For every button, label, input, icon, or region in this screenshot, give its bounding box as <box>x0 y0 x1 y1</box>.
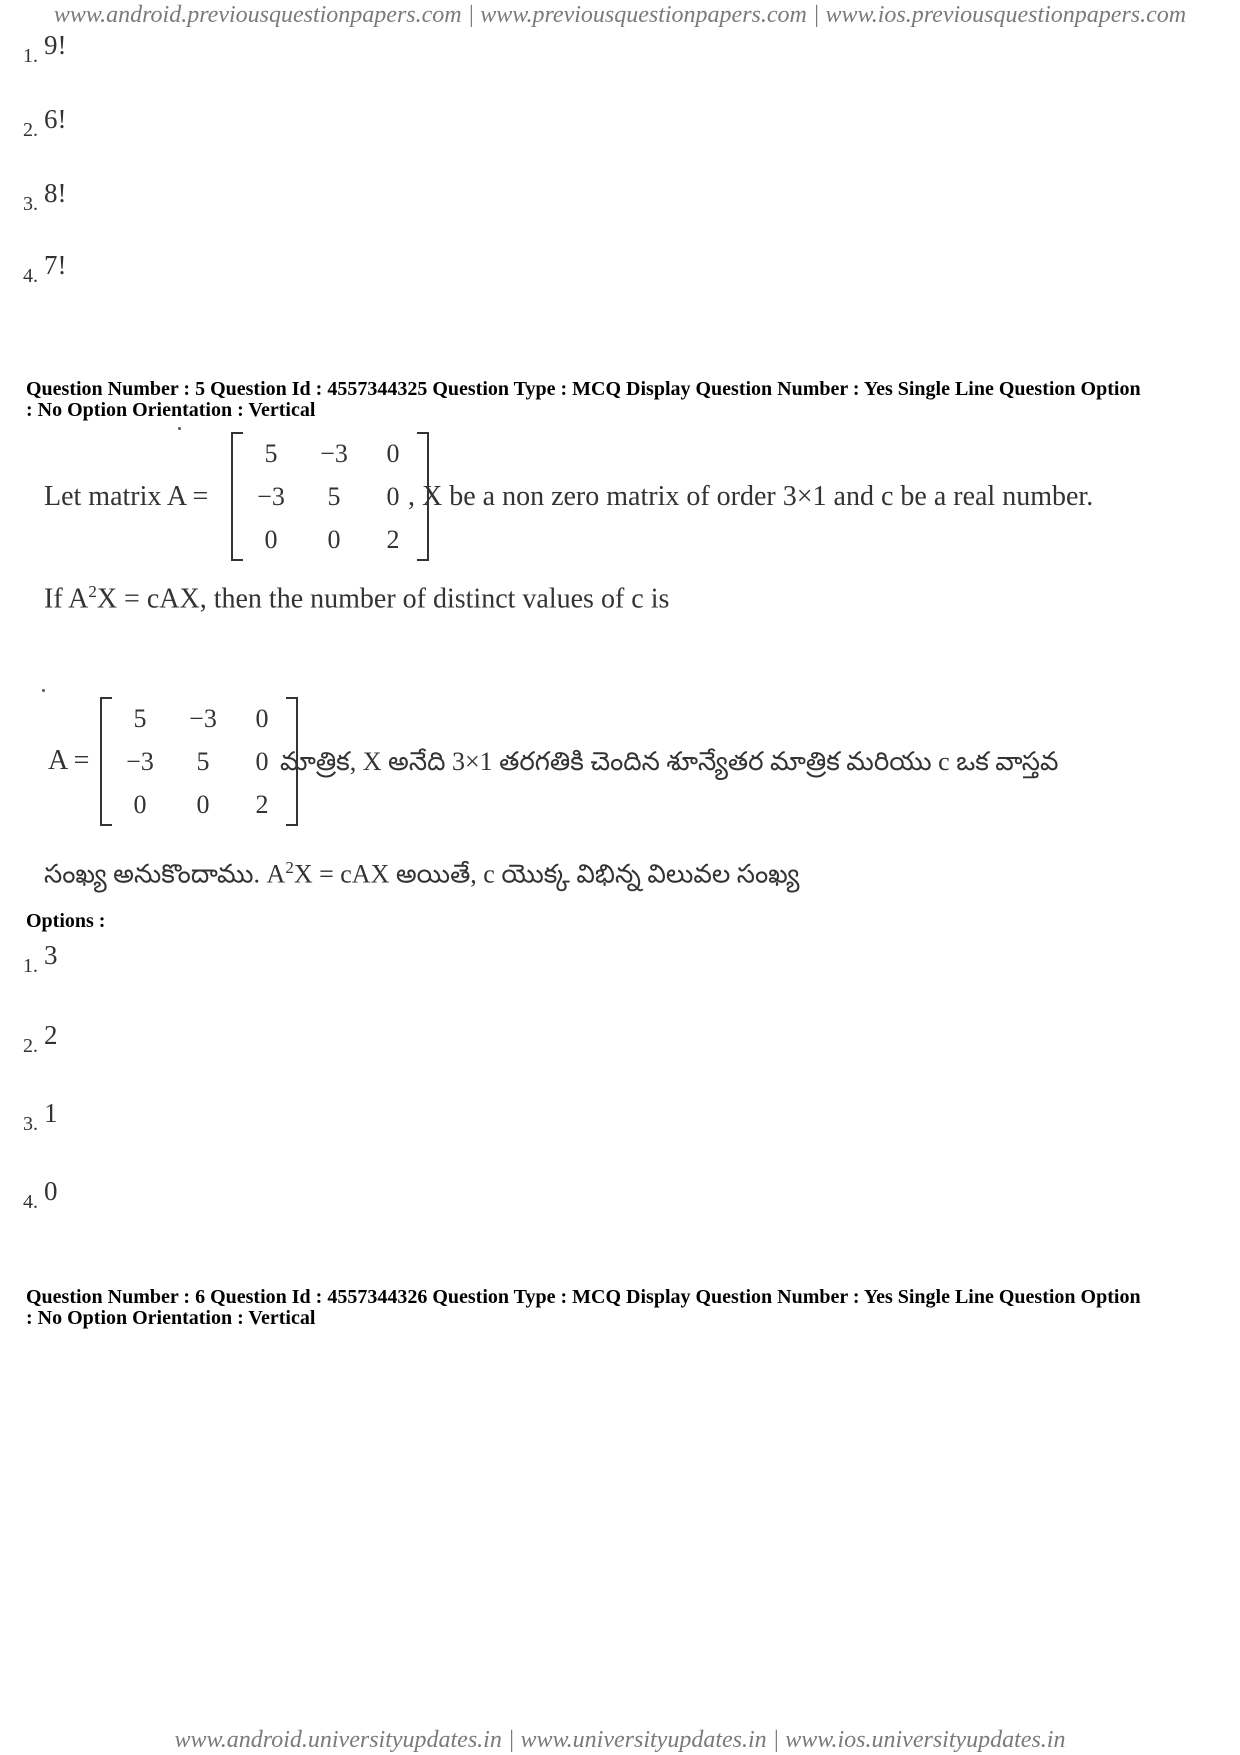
question-meta-line-2: : No Option Orientation : Vertical <box>26 399 316 421</box>
question-meta-line-2: : No Option Orientation : Vertical <box>26 1307 316 1329</box>
option-value: 7! <box>44 250 67 280</box>
matrix-cell: 0 <box>327 524 341 554</box>
option-number: 3. <box>23 193 38 215</box>
option-value: 3 <box>44 940 58 970</box>
telugu-question-line-2: సంఖ్య అనుకొందాము. $A^2X$ = cAX అయితే, c యొక్క విభిన్న విలువల సంఖ్య <box>44 858 800 889</box>
matrix-cell: 5 <box>264 438 278 468</box>
q5-option-1[interactable] <box>23 940 58 978</box>
option-value: 9! <box>44 30 67 60</box>
english-question-line-2: If $A^2X$ = cAX, then the number of distinct values of c is <box>44 582 670 615</box>
matrix-cell: 0 <box>255 703 269 733</box>
matrix-cell: 0 <box>255 746 269 776</box>
scan-speck <box>178 427 181 430</box>
matrix-cell: 5 <box>133 703 147 733</box>
matrix-cell: −3 <box>320 438 348 468</box>
english-matrix-a <box>231 432 429 561</box>
prev-option-3[interactable] <box>23 178 67 216</box>
q5-option-3[interactable] <box>23 1098 58 1136</box>
left-bracket <box>231 432 243 561</box>
option-value: 1 <box>44 1098 58 1128</box>
matrix-grid <box>243 432 417 561</box>
matrix-cell: −3 <box>257 481 285 511</box>
matrix-cell: 5 <box>196 746 210 776</box>
matrix-cell: −3 <box>126 746 154 776</box>
english-question-prefix: Let matrix A = <box>44 481 209 512</box>
option-number: 1. <box>23 45 38 67</box>
option-value: 6! <box>44 104 67 134</box>
option-number: 4. <box>23 265 38 287</box>
scan-speck <box>42 689 45 692</box>
option-number: 4. <box>23 1191 38 1213</box>
options-heading: Options : <box>26 910 106 932</box>
question-meta-line-1: Question Number : 5 Question Id : 4557344325 Question Type : MCQ Display Question Number : Yes Single Line Question Option <box>26 378 1141 400</box>
footer-website-links: www.android.universityupdates.in | www.universityupdates.in | www.ios.universityupdates.in <box>174 1727 1066 1753</box>
prev-option-2[interactable] <box>23 104 67 142</box>
telugu-question-prefix: A = <box>48 745 90 776</box>
option-value: 0 <box>44 1176 58 1206</box>
option-number: 2. <box>23 1035 38 1057</box>
matrix-cell: 0 <box>196 789 210 819</box>
left-bracket <box>100 697 112 826</box>
matrix-cell: 0 <box>133 789 147 819</box>
header-website-links: www.android.previousquestionpapers.com | www.previousquestionpapers.com | www.ios.previousquestionpapers.com <box>53 2 1187 28</box>
option-value: 8! <box>44 178 67 208</box>
option-number: 1. <box>23 955 38 977</box>
prev-option-4[interactable] <box>23 250 67 288</box>
option-number: 3. <box>23 1113 38 1135</box>
telugu-matrix-a <box>100 697 298 826</box>
question-6-meta <box>26 1287 1221 1329</box>
english-question-text: , X be a non zero matrix of order 3×1 and c be a real number. <box>408 481 1094 512</box>
option-number: 2. <box>23 119 38 141</box>
matrix-cell: 0 <box>264 524 278 554</box>
q5-option-2[interactable] <box>23 1020 58 1058</box>
question-meta-line-1: Question Number : 6 Question Id : 4557344326 Question Type : MCQ Display Question Number : Yes Single Line Question Option <box>26 1286 1141 1308</box>
option-value: 2 <box>44 1020 58 1050</box>
matrix-grid <box>112 697 286 826</box>
matrix-cell: 0 <box>386 481 400 511</box>
matrix-cell: 2 <box>255 789 269 819</box>
q5-option-4[interactable] <box>23 1176 58 1214</box>
matrix-cell: 2 <box>386 524 400 554</box>
telugu-question-text: మాత్రిక, X అనేది 3×1 తరగతికి చెందిన శూన్యేతర మాత్రిక మరియు c ఒక వాస్తవ <box>280 747 1059 776</box>
matrix-cell: 0 <box>386 438 400 468</box>
prev-option-1[interactable] <box>23 30 67 68</box>
question-5-meta <box>26 379 1221 421</box>
matrix-cell: −3 <box>189 703 217 733</box>
matrix-cell: 5 <box>327 481 341 511</box>
